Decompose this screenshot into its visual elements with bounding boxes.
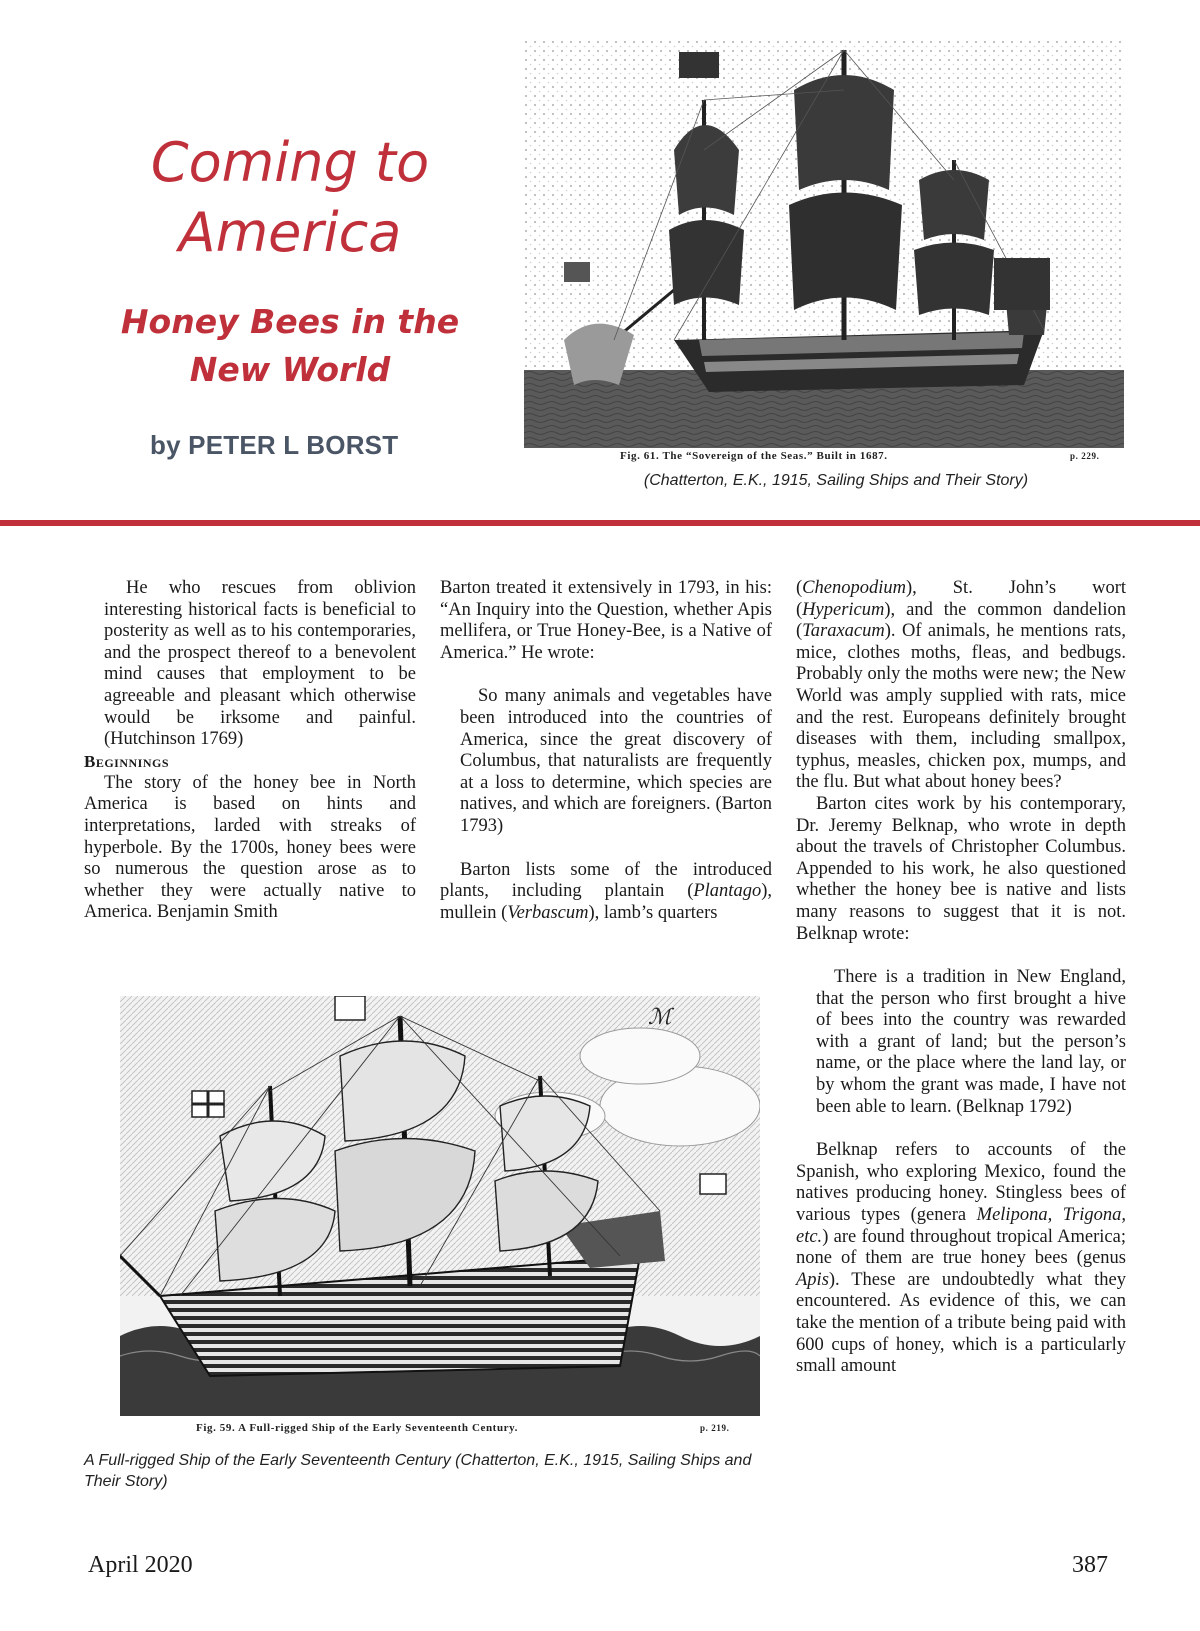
paragraph: Barton treated it extensively in 1793, in his: “An Inquiry into the Question, whether Apis mellifera, or True Honey-Bee, is a Native of America.” He wrote: (440, 578, 772, 663)
quote-text: So many animals and vegetables have been introduced into the countries of America, since the great discovery of Columbus, that naturalists are frequently at a loss to determine, which species are natives, and which are foreigners. (Barton 1793) (460, 686, 772, 836)
block-quote-belknap (796, 967, 1126, 1118)
italic-term: Plantago (693, 881, 762, 902)
text-span: ). Of animals, he mentions rats, mice, clothes moths, fleas, and bedbugs. Probably only the moths were new; the New World was amply supplied with rats, mice and the rest. Europeans definitely brought diseases with them, including smallpox, typhus, measles, chicken pox, mumps, and the flu. But what about honey bees? (796, 621, 1126, 793)
italic-term: Verbascum (507, 902, 589, 923)
epigraph: He who rescues from oblivion interesting historical facts is beneficial to posterity as well as to his contemporaries, and the prospect thereof to a benevolent mind causes that employment to be agreeable and pleasant which otherwise would be irksome and painful. (Hutchinson 1769) (104, 578, 416, 750)
italic-term: Hypericum (802, 599, 885, 620)
italic-term: Chenopodium (802, 578, 906, 598)
article-subtitle: Honey Bees in the New World (120, 302, 460, 389)
paragraph: The story of the honey bee in North America is based on hints and interpretations, larded with streaks of hyperbole. By the 1700s, honey bees were so numerous the question arose as to whether they were actually native to America. Benjamin Smith (84, 772, 416, 923)
figure-credit-top: (Chatterton, E.K., 1915, Sailing Ships and Their Story) (643, 472, 1029, 489)
section-heading-beginnings: Beginnings (84, 751, 170, 771)
figure-print-caption: Fig. 61. The “Sovereign of the Seas.” Built in 1687. (620, 450, 888, 462)
italic-term: Taraxacum (802, 621, 885, 642)
text-column-1 (84, 578, 416, 924)
text-span: ), mullein ( (440, 881, 772, 923)
figure-sovereign-of-the-seas (524, 40, 1124, 480)
paragraph (796, 578, 1126, 794)
page-number: 387 (1072, 1552, 1108, 1578)
text-span: ), lamb’s quarters (588, 902, 718, 923)
quote-text: There is a tradition in New England, that the person who first brought a hive of bees into the country was rewarded with a grant of land; but the person’s name, or the place where the land lay, or by whom the grant was made, I have not been able to learn. (Belknap 1792) (816, 967, 1126, 1117)
block-quote-barton (440, 686, 772, 837)
text-span: ), St. John’s wort ( (796, 578, 1126, 620)
section-divider (0, 520, 1200, 526)
figure-credit-bottom: A Full-rigged Ship of the Early Seventeenth Century (Chatterton, E.K., 1915, Sailing Ships and Their Story) (84, 1452, 752, 1490)
svg-text:ℳ: ℳ (648, 1005, 672, 1030)
issue-date: April 2020 (88, 1552, 193, 1578)
text-span: Belknap refers to accounts of the Spanish, who exploring Mexico, found the natives producing honey. Stingless bees of various types (genera (796, 1140, 1126, 1226)
sovereign-ship-illustration (524, 40, 1124, 450)
paragraph (440, 860, 772, 925)
text-span: ), and the common dandelion ( (796, 599, 1126, 642)
paragraph (796, 1140, 1126, 1378)
figure-page-ref: p. 219. (700, 1423, 730, 1433)
full-rigged-ship-illustration (120, 996, 760, 1416)
figure-print-caption: Fig. 59. A Full-rigged Ship of the Early Seventeenth Century. (196, 1422, 518, 1434)
figure-full-rigged-ship (120, 996, 760, 1448)
text-span: Barton lists some of the introduced plants, including plantain ( (440, 859, 772, 902)
byline: by PETER L BORST (150, 430, 399, 460)
italic-term: Melipona, Trigona, etc. (796, 1205, 1126, 1247)
italic-term: Apis (796, 1269, 829, 1290)
paragraph: Barton cites work by his contemporary, Dr. Jeremy Belknap, who wrote in depth about the travels of Christopher Columbus. Appended to his work, he also questioned whether the honey bee is native and lists many reasons to suggest that it is not. Belknap wrote: (796, 793, 1126, 944)
text-column-2 (440, 578, 772, 924)
figure-page-ref: p. 229. (1070, 451, 1100, 461)
article-title: Coming to America (150, 131, 430, 264)
text-span: ). These are undoubtedly what they encountered. As evidence of this, we can take the mention of a tribute being paid with 600 cups of honey, which is a particularly small amount (796, 1269, 1126, 1377)
text-span: ( (796, 578, 803, 598)
text-span: ) are found throughout tropical America; none of them are true honey bees (genus (796, 1226, 1126, 1269)
text-column-3 (796, 578, 1126, 1378)
